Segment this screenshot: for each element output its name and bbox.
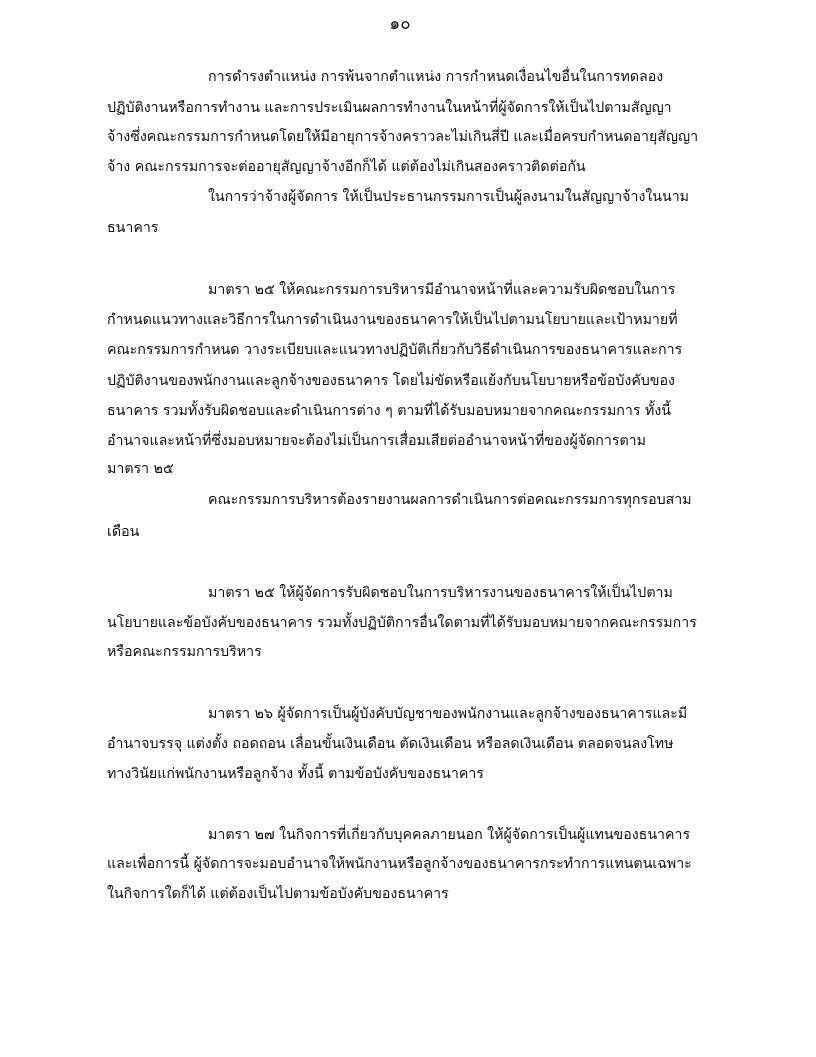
paragraph-line: จ้าง คณะกรรมการจะต่ออายุสัญญาจ้างอีกก็ได้ แต่ต้องไม่เกินสองคราวติดต่อกัน: [107, 159, 586, 175]
paragraph-line: มาตรา ๒๖ ผู้จัดการเป็นผู้บังคับบัญชาของพนักงานและลูกจ้างของธนาคารและมี: [208, 706, 688, 722]
paragraph-line: คณะกรรมการกำหนด วางระเบียบและแนวทางปฏิบัติเกี่ยวกับวิธีดำเนินการของธนาคารและการ: [107, 342, 683, 358]
paragraph-line: อำนาจบรรจุ แต่งตั้ง ถอดถอน เลื่อนขั้นเงินเดือน ตัดเงินเดือน หรือลดเงินเดือน ตลอดจนลงโทษ: [107, 736, 674, 752]
paragraph-line: ในการว่าจ้างผู้จัดการ ให้เป็นประธานกรรมการเป็นผู้ลงนามในสัญญาจ้างในนาม: [208, 189, 690, 205]
paragraph-line: ปฏิบัติงานหรือการทำงาน และการประเมินผลการทำงานในหน้าที่ผู้จัดการให้เป็นไปตามสัญญา: [107, 100, 672, 116]
paragraph-line: ธนาคาร: [107, 220, 159, 236]
page-number: ๑๐: [389, 14, 411, 34]
paragraph-line: มาตรา ๒๕ ให้ผู้จัดการรับผิดชอบในการบริหารงานของธนาคารให้เป็นไปตาม: [208, 585, 673, 601]
paragraph-line: คณะกรรมการบริหารต้องรายงานผลการดำเนินการต่อคณะกรรมการทุกรอบสาม: [208, 492, 692, 508]
paragraph-line: มาตรา ๒๗ ในกิจการที่เกี่ยวกับบุคคลภายนอก ให้ผู้จัดการเป็นผู้แทนของธนาคาร: [208, 827, 691, 843]
paragraph-line: เดือน: [107, 524, 140, 540]
paragraph-line: นโยบายและข้อบังคับของธนาคาร รวมทั้งปฏิบัติการอื่นใดตามที่ได้รับมอบหมายจากคณะกรรมการ: [107, 615, 697, 631]
paragraph-line: กำหนดแนวทางและวิธีการในการดำเนินงานของธนาคารให้เป็นไปตามนโยบายและเป้าหมายที่: [107, 312, 678, 328]
paragraph-line: จ้างซึ่งคณะกรรมการกำหนดโดยให้มีอายุการจ้างคราวละไม่เกินสี่ปี และเมื่อครบกำหนดอายุสัญญา: [107, 129, 699, 145]
paragraph-line: ในกิจการใดก็ได้ แต่ต้องเป็นไปตามข้อบังคับของธนาคาร: [107, 886, 449, 902]
paragraph-line: ธนาคาร รวมทั้งรับผิดชอบและดำเนินการต่าง ๆ ตามที่ได้รับมอบหมายจากคณะกรรมการ ทั้งนี้: [107, 403, 671, 419]
paragraph-line: ทางวินัยแก่พนักงานหรือลูกจ้าง ทั้งนี้ ตามข้อบังคับของธนาคาร: [107, 766, 484, 782]
paragraph-line: มาตรา ๒๕: [107, 461, 174, 477]
paragraph-line: มาตรา ๒๕ ให้คณะกรรมการบริหารมีอำนาจหน้าที่และความรับผิดชอบในการ: [208, 282, 676, 298]
paragraph-line: และเพื่อการนี้ ผู้จัดการจะมอบอำนาจให้พนักงานหรือลูกจ้างของธนาคารกระทำการแทนตนเฉพาะ: [107, 856, 692, 872]
paragraph-line: การดำรงตำแหน่ง การพ้นจากตำแหน่ง การกำหนดเงื่อนไขอื่นในการทดลอง: [208, 69, 664, 85]
paragraph-line: หรือคณะกรรมการบริหาร: [107, 644, 262, 660]
paragraph-line: ปฏิบัติงานของพนักงานและลูกจ้างของธนาคาร โดยไม่ขัดหรือแย้งกับนโยบายหรือข้อบังคับของ: [107, 373, 675, 389]
paragraph-line: อำนาจและหน้าที่ซึ่งมอบหมายจะต้องไม่เป็นการเสื่อมเสียต่ออำนาจหน้าที่ของผู้จัดการตาม: [107, 433, 646, 449]
